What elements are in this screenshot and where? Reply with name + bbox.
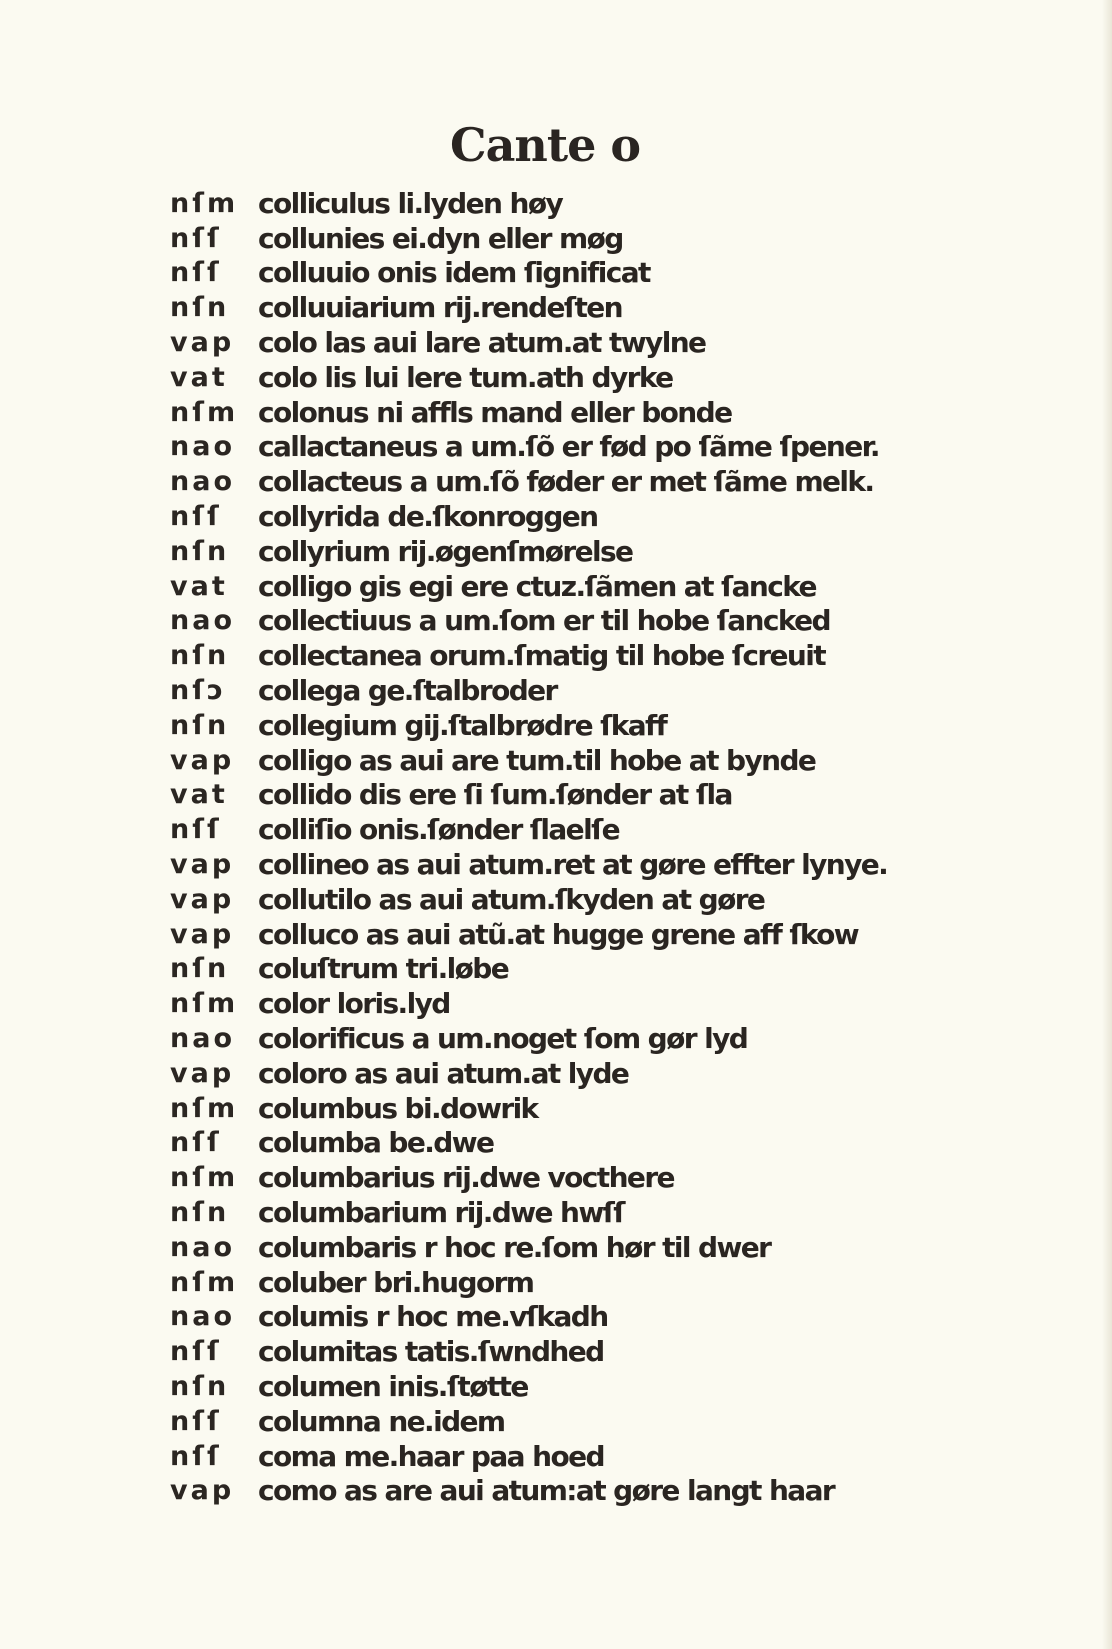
- glossary-entry: [170, 499, 930, 534]
- entry-definition: columna ne.idem: [258, 1404, 505, 1438]
- entry-definition: colluco as aui atũ.at hugge grene aff ſkow: [258, 917, 859, 951]
- entry-grammar-code: nſn: [170, 709, 230, 741]
- entry-grammar-code: nſſ: [170, 222, 222, 254]
- glossary-entry: [170, 673, 930, 708]
- entry-grammar-code: nao: [170, 431, 235, 463]
- glossary-entry: [170, 1300, 930, 1335]
- entry-definition: columen inis.ſtøtte: [258, 1369, 528, 1403]
- entry-definition: collido dis ere ſi ſum.ſønder at ſla: [258, 778, 732, 812]
- glossary-entry: [170, 812, 930, 847]
- entry-definition: collunies ei.dyn eller møg: [258, 221, 623, 255]
- glossary-entry: [170, 464, 930, 499]
- glossary-entry: [170, 290, 930, 325]
- entry-definition: colorificus a um.noget ſom gør lyd: [258, 1022, 748, 1056]
- entry-grammar-code: nao: [170, 1301, 235, 1333]
- entry-definition: coloro as aui atum.at lyde: [258, 1056, 629, 1090]
- glossary-entry: [170, 882, 930, 917]
- entry-definition: collegium gij.ſtalbrødre ſkaff: [258, 708, 667, 742]
- entry-definition: collectanea orum.ſmatig til hobe ſcreuit: [258, 639, 826, 673]
- glossary-entry: [170, 1404, 930, 1439]
- entry-grammar-code: nſſ: [170, 257, 222, 289]
- entry-grammar-code: nſſ: [170, 1440, 222, 1472]
- entry-definition: colliculus li.lyden høy: [258, 186, 563, 220]
- entry-grammar-code: nſm: [170, 396, 239, 428]
- entry-grammar-code: nſm: [170, 988, 239, 1020]
- entry-definition: coluber bri.hugorm: [258, 1265, 534, 1299]
- glossary-entry: [170, 534, 930, 569]
- glossary-entry: [170, 395, 930, 430]
- entry-definition: colonus ni affls mand eller bonde: [258, 395, 732, 429]
- glossary-entry: [170, 604, 930, 639]
- glossary-entry: [170, 430, 930, 465]
- entry-grammar-code: nao: [170, 605, 235, 637]
- entry-grammar-code: vap: [170, 883, 235, 915]
- entry-grammar-code: nao: [170, 1023, 235, 1055]
- glossary-entry: [170, 952, 930, 987]
- glossary-entry: [170, 1056, 930, 1091]
- glossary-entry: [170, 1439, 930, 1474]
- glossary-entry: [170, 1265, 930, 1300]
- glossary-entry: [170, 325, 930, 360]
- entry-definition: collineo as aui atum.ret at gøre effter lynye.: [258, 848, 888, 882]
- glossary-entry: [170, 1369, 930, 1404]
- glossary-entry: [170, 1126, 930, 1161]
- page-edge-shadow: [1102, 0, 1112, 1649]
- entry-grammar-code: nſɔ: [170, 675, 226, 707]
- glossary-entry: [170, 360, 930, 395]
- entry-grammar-code: nſm: [170, 1266, 239, 1298]
- entry-grammar-code: nſn: [170, 1370, 230, 1402]
- entry-grammar-code: vat: [170, 570, 228, 602]
- glossary-entry: [170, 917, 930, 952]
- entry-grammar-code: nao: [170, 1231, 235, 1263]
- entry-definition: columbus bi.dowrik: [258, 1091, 538, 1125]
- glossary-entry: [170, 743, 930, 778]
- glossary-entry: [170, 221, 930, 256]
- entry-grammar-code: vat: [170, 361, 228, 393]
- glossary-entry: [170, 1473, 930, 1508]
- entry-definition: colo las aui lare atum.at twylne: [258, 326, 706, 360]
- entry-grammar-code: nſſ: [170, 501, 222, 533]
- entry-definition: columbarium rij.dwe hwſſ: [258, 1196, 624, 1229]
- entry-definition: colluuio onis idem ſignificat: [258, 256, 650, 290]
- entry-grammar-code: nſſ: [170, 1405, 222, 1437]
- entry-grammar-code: nſm: [170, 1092, 239, 1124]
- entry-grammar-code: nſn: [170, 953, 230, 985]
- entry-definition: coluſtrum tri.løbe: [258, 952, 509, 986]
- entry-definition: collectiuus a um.ſom er til hobe ſancked: [258, 604, 830, 638]
- entry-definition: collega ge.ſtalbroder: [258, 674, 557, 708]
- entry-definition: columba be.dwe: [258, 1126, 494, 1160]
- glossary-entry: [170, 1021, 930, 1056]
- entry-definition: collyrium rij.øgenſmørelse: [258, 534, 633, 568]
- entry-definition: color loris.lyd: [258, 987, 450, 1021]
- entry-grammar-code: nao: [170, 466, 235, 498]
- entry-definition: collacteus a um.ſõ føder er met ſãme melk.: [258, 465, 874, 499]
- entry-definition: colo lis lui lere tum.ath dyrke: [258, 360, 673, 394]
- entry-grammar-code: vap: [170, 918, 235, 950]
- entry-definition: columis r hoc me.vſkadh: [258, 1300, 608, 1334]
- entry-definition: coma me.haar paa hoed: [258, 1439, 604, 1473]
- entry-grammar-code: nſn: [170, 1197, 230, 1228]
- glossary-entry: [170, 986, 930, 1021]
- entry-definition: colligo gis egi ere ctuz.ſãmen at ſancke: [258, 569, 816, 603]
- glossary-entry: [170, 1334, 930, 1369]
- glossary-entry: [170, 186, 930, 221]
- glossary-entry: [170, 1160, 930, 1195]
- entry-definition: columbaris r hoc re.ſom hør til dwer: [258, 1230, 771, 1264]
- entry-grammar-code: nſn: [170, 292, 230, 324]
- glossary-entry: [170, 1195, 930, 1230]
- glossary-entry: [170, 1091, 930, 1126]
- entry-definition: colligo as aui are tum.til hobe at bynde: [258, 743, 816, 777]
- glossary-entry: [170, 847, 930, 882]
- entry-definition: como as are aui atum:at gøre langt haar: [258, 1474, 835, 1508]
- glossary-entries: [170, 186, 930, 1508]
- glossary-entry: [170, 256, 930, 291]
- entry-grammar-code: nſm: [170, 1162, 239, 1194]
- glossary-entry: [170, 1230, 930, 1265]
- page-heading: Cante o: [450, 118, 641, 172]
- entry-definition: collyrida de.ſkonroggen: [258, 500, 598, 534]
- entry-grammar-code: nſſ: [170, 1336, 222, 1368]
- entry-grammar-code: nſn: [170, 640, 230, 672]
- entry-definition: collutilo as aui atum.ſkyden at gøre: [258, 882, 765, 916]
- entry-grammar-code: vap: [170, 327, 235, 359]
- glossary-entry: [170, 778, 930, 813]
- entry-definition: colliſio onis.ſønder ſlaelſe: [258, 813, 620, 847]
- entry-grammar-code: vat: [170, 779, 228, 811]
- glossary-entry: [170, 638, 930, 673]
- glossary-entry: [170, 708, 930, 743]
- entry-grammar-code: vap: [170, 1475, 235, 1507]
- entry-definition: colluuiarium rij.rendeſten: [258, 291, 622, 325]
- entry-grammar-code: nſſ: [170, 1127, 222, 1159]
- entry-definition: callactaneus a um.ſõ er fød po ſãme ſpener.: [258, 430, 879, 464]
- entry-grammar-code: vap: [170, 1057, 235, 1089]
- glossary-entry: [170, 569, 930, 604]
- entry-definition: columbarius rij.dwe vocthere: [258, 1161, 674, 1195]
- entry-grammar-code: nſn: [170, 535, 230, 567]
- entry-definition: columitas tatis.ſwndhed: [258, 1335, 604, 1369]
- entry-grammar-code: nſſ: [170, 814, 222, 846]
- entry-grammar-code: vap: [170, 744, 235, 776]
- entry-grammar-code: nſm: [170, 187, 239, 219]
- entry-grammar-code: vap: [170, 849, 235, 881]
